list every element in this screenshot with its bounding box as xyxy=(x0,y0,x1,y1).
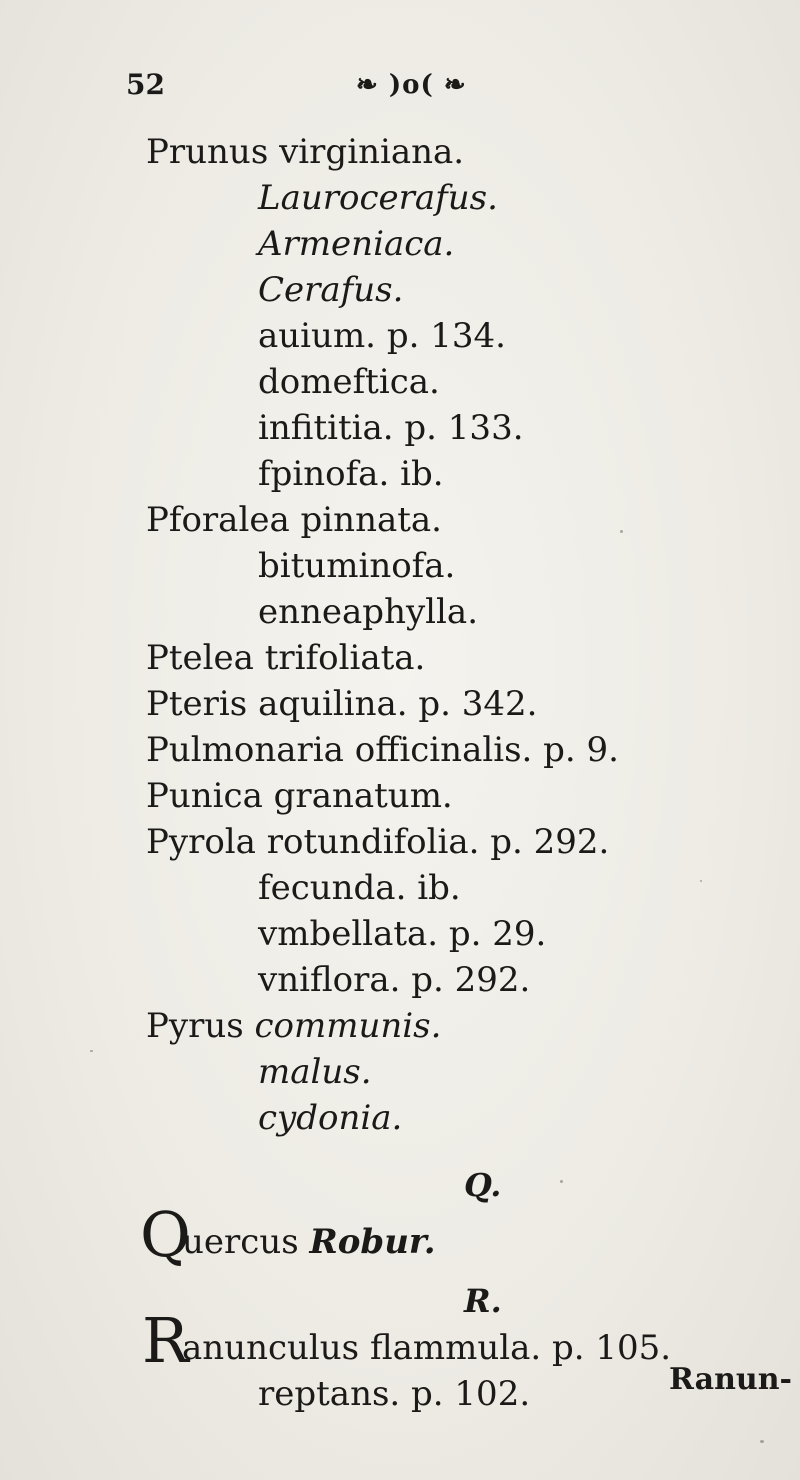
page-reference: ib. xyxy=(400,454,444,494)
list-item xyxy=(258,868,461,908)
species-name: rotundifolia. xyxy=(266,822,480,862)
species-name: fecunda. xyxy=(258,868,407,908)
paper-speck xyxy=(560,1180,563,1183)
genus-species-line xyxy=(182,1222,436,1262)
species-name: malus. xyxy=(258,1052,372,1092)
paper-speck xyxy=(700,880,702,882)
paper-speck xyxy=(760,1440,764,1443)
page-reference: p. 133. xyxy=(404,408,524,448)
list-item xyxy=(146,776,453,816)
drop-cap-r: R xyxy=(142,1304,189,1377)
paper-speck xyxy=(90,1050,93,1052)
genus-name: anunculus xyxy=(182,1328,360,1368)
species-name: virginiana. xyxy=(279,132,465,172)
section-letter-q: Q. xyxy=(464,1166,502,1204)
page-reference: p. 29. xyxy=(448,914,547,954)
page-reference: p. 292. xyxy=(490,822,610,862)
genus-name: Prunus xyxy=(146,132,269,172)
species-name: pinnata. xyxy=(300,500,442,540)
species-name: vniflora. xyxy=(258,960,401,1000)
list-item xyxy=(258,408,524,448)
page-reference: p. 9. xyxy=(543,730,619,770)
page-reference: ib. xyxy=(417,868,461,908)
list-item xyxy=(258,178,498,218)
species-name: auium. xyxy=(258,316,376,356)
species-name: flammula. xyxy=(369,1328,542,1368)
list-item xyxy=(258,1098,402,1138)
list-item xyxy=(258,914,546,954)
header-ornament: ❧ )o( ❧ xyxy=(356,70,467,100)
genus-species-line xyxy=(182,1328,671,1368)
species-name: communis. xyxy=(254,1006,442,1046)
list-item xyxy=(258,1374,530,1414)
list-item xyxy=(258,592,478,632)
species-name: cydonia. xyxy=(258,1098,403,1138)
list-item xyxy=(258,546,455,586)
species-name: Cerafus. xyxy=(258,270,404,310)
species-name: trifoliata. xyxy=(264,638,426,678)
page-number: 52 xyxy=(126,68,165,101)
species-name: infititia. xyxy=(258,408,394,448)
list-item xyxy=(146,500,442,540)
page-reference: p. 342. xyxy=(418,684,538,724)
genus-name: Pteris xyxy=(146,684,248,724)
species-name: vmbellata. xyxy=(258,914,439,954)
species-name: granatum. xyxy=(273,776,453,816)
list-item xyxy=(258,960,530,1000)
species-name: fpinofa. xyxy=(258,454,390,494)
list-item xyxy=(258,1052,372,1092)
list-item xyxy=(146,684,538,724)
list-item xyxy=(146,730,619,770)
list-item xyxy=(258,270,403,310)
list-item xyxy=(146,638,425,678)
species-name: Laurocerafus. xyxy=(258,178,498,218)
page-reference: p. 292. xyxy=(411,960,531,1000)
list-item xyxy=(146,132,464,172)
genus-name: Punica xyxy=(146,776,263,816)
paper-speck xyxy=(620,530,623,533)
page-header xyxy=(126,68,666,108)
species-name: enneaphylla. xyxy=(258,592,479,632)
list-item xyxy=(258,316,506,356)
species-name: reptans. xyxy=(258,1374,401,1414)
species-name: aquilina. xyxy=(258,684,408,724)
genus-name: Pforalea xyxy=(146,500,290,540)
genus-name: Ptelea xyxy=(146,638,254,678)
genus-name: Pulmonaria xyxy=(146,730,344,770)
page-reference: p. 134. xyxy=(386,316,506,356)
species-name: bituminofa. xyxy=(258,546,456,586)
genus-name: Pyrus xyxy=(146,1006,244,1046)
list-item xyxy=(258,224,454,264)
list-item xyxy=(146,1006,441,1046)
list-item xyxy=(258,362,440,402)
species-name: Robur. xyxy=(309,1222,436,1262)
species-name: officinalis. xyxy=(354,730,533,770)
genus-name: Pyrola xyxy=(146,822,256,862)
page-reference: p. 102. xyxy=(411,1374,531,1414)
page-reference: p. 105. xyxy=(552,1328,672,1368)
list-item xyxy=(258,454,444,494)
section-letter-r: R. xyxy=(464,1282,502,1320)
list-item xyxy=(146,822,609,862)
species-name: Armeniaca. xyxy=(258,224,455,264)
species-name: domeftica. xyxy=(258,362,440,402)
genus-name: uercus xyxy=(182,1222,299,1262)
drop-cap-q: Q xyxy=(140,1198,191,1271)
catchword: Ranun- xyxy=(669,1362,792,1397)
